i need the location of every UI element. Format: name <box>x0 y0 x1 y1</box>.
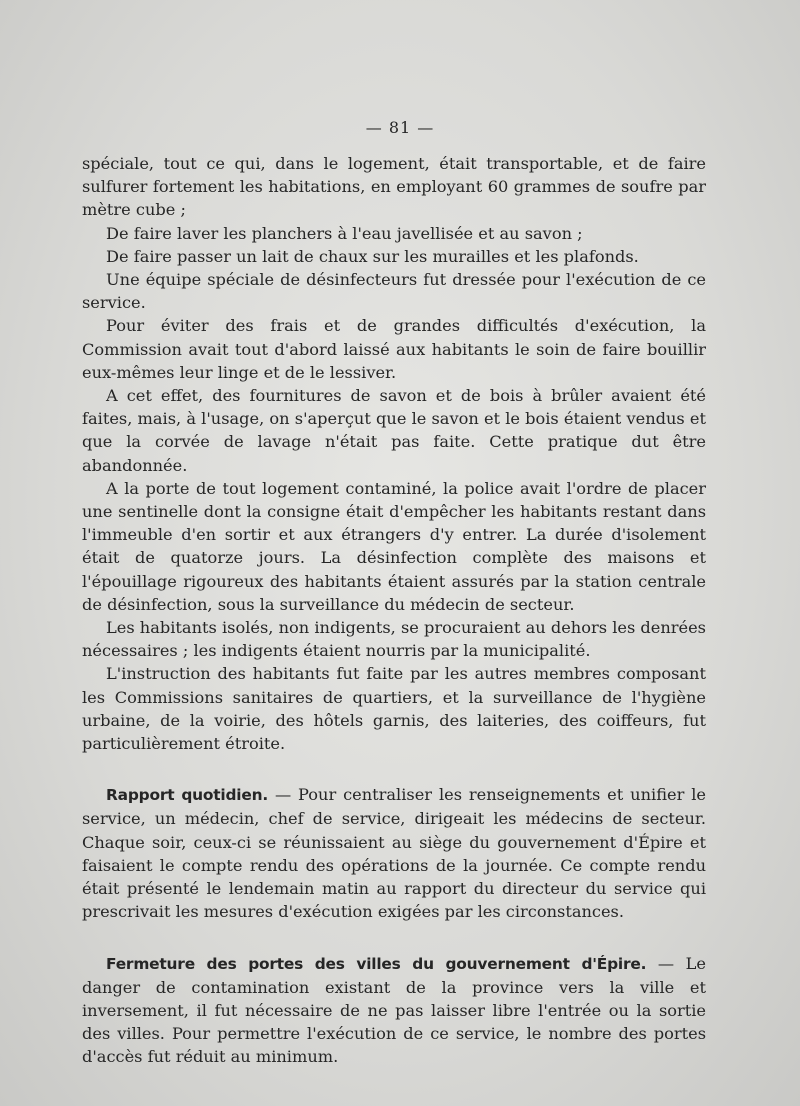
section-rapport-quotidien <box>82 783 706 923</box>
section-text: — Le danger de contamination existant de la province vers la ville et inversement, il fut nécessaire de ne pas laisser libre l'entrée ou la sortie des villes. Pour permettre l'exécution de ce service, le nombre des portes d'accès fut réduit au minimum. <box>82 953 706 1067</box>
paragraph: De faire passer un lait de chaux sur les murailles et les plafonds. <box>106 246 639 266</box>
section-text: — Pour centraliser les renseignements et unifier le service, un médecin, chef de service, dirigeait les médecins de secteur. Chaque soir, ceux-ci se réunissaient au siège du gouvernement d'Épire et faisaient le compte rendu des opérations de la journée. Ce compte rendu était présenté le lendemain matin au rapport du directeur du service qui prescrivait les mesures d'exécution exigées par les circonstances. <box>82 785 706 922</box>
paragraph: Les habitants isolés, non indigents, se procuraient au dehors les denrées nécessaires ; les indigents étaient nourris par la municipalité. <box>82 618 706 661</box>
paragraph: De faire laver les planchers à l'eau javellisée et au savon ; <box>106 223 583 243</box>
paragraph: Une équipe spéciale de désinfecteurs fut dressée pour l'exécution de ce service. <box>82 270 706 313</box>
section-gap <box>82 924 706 952</box>
paragraph-continuation: spéciale, tout ce qui, dans le logement, était transportable, et de faire sulfurer fortement les habitations, en employant 60 grammes de soufre par mètre cube ; <box>82 154 706 220</box>
section-fermeture-des-portes <box>82 952 706 1069</box>
paragraph: Pour éviter des frais et de grandes difficultés d'exécution, la Commission avait tout d'abord laissé aux habitants le soin de faire bouillir eux-mêmes leur linge et de le lessiver. <box>82 316 706 382</box>
body-text <box>82 152 706 1069</box>
section-heading: Fermeture des portes des villes du gouvernement d'Épire. <box>106 954 647 973</box>
paragraph: L'instruction des habitants fut faite par les autres membres composant les Commissions sanitaires de quartiers, et la surveillance de l'hygiène urbaine, de la voirie, des hôtels garnis, des laiteries, des coiffeurs, fut particulièrement étroite. <box>82 664 706 754</box>
page-number: — 81 — <box>365 118 435 137</box>
paragraph: A cet effet, des fournitures de savon et de bois à brûler avaient été faites, mais, à l'usage, on s'aperçut que le savon et le bois étaient vendus et que la corvée de lavage n'était pas faite. Cette pratique dut être abandonnée. <box>82 386 706 475</box>
section-heading: Rapport quotidien. <box>106 786 269 805</box>
section-gap <box>82 755 706 783</box>
paragraph: A la porte de tout logement contaminé, la police avait l'ordre de placer une sentinelle dont la consigne était d'empêcher les habitants restant dans l'immeuble d'en sortir et aux étrangers d'y entrer. La durée d'isolement était de quatorze jours. La désinfection complète des maisons et l'épouillage rigoureux des habitants étaient assurés par la station centrale de désinfection, sous la surveillance du médecin de secteur. <box>82 478 706 614</box>
